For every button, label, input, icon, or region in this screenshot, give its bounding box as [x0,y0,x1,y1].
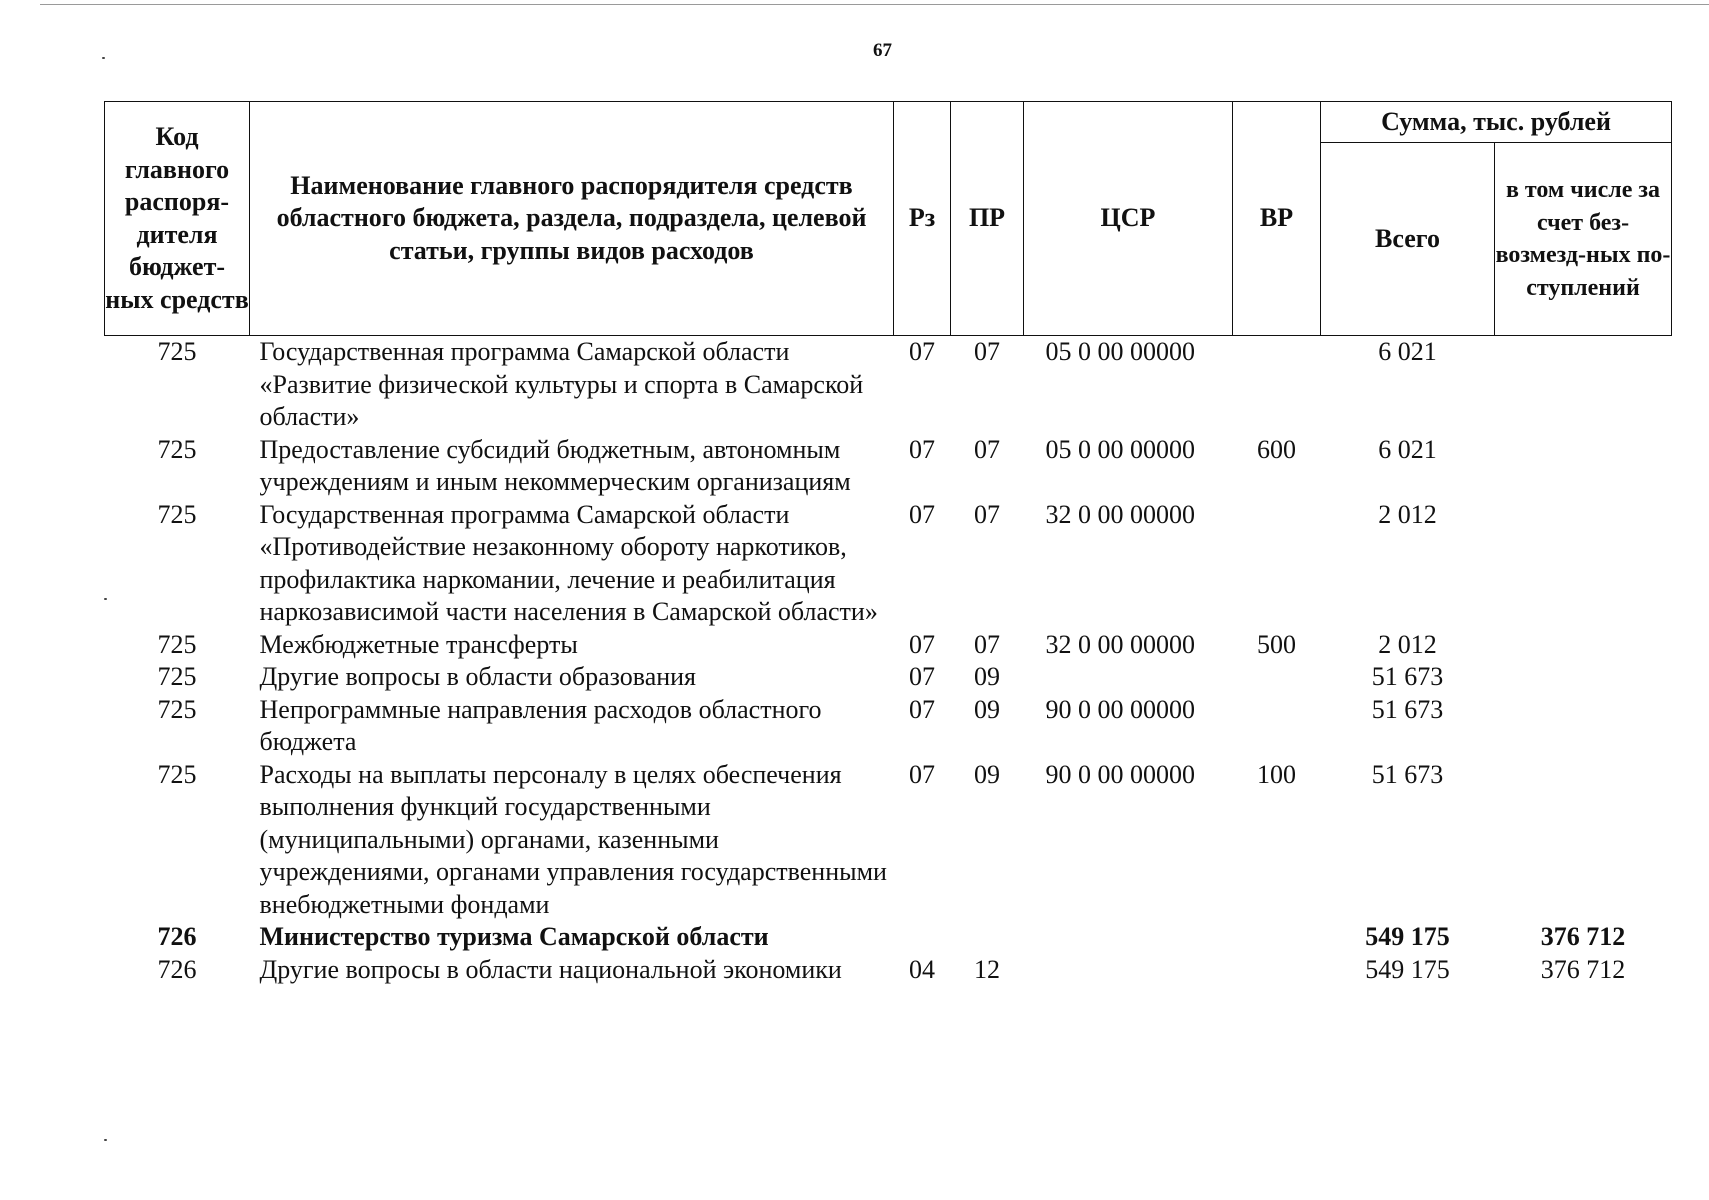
header-total: Всего [1321,143,1495,336]
cell-rz: 07 [909,434,935,464]
cell-vr [1233,336,1321,434]
cell-csr: 90 0 00 00000 [1045,694,1195,724]
cell-code: 725 [157,629,197,659]
cell-pr: 07 [974,337,1000,366]
table-header-row [105,102,1672,143]
cell-vr [1233,499,1321,629]
cell-name: Межбюджетные трансферты [259,629,578,659]
table-row [105,434,1672,499]
cell-rz: 07 [909,694,935,724]
cell-rz: 07 [909,629,935,659]
cell-gratis: 376 712 [1540,954,1626,984]
cell-total: 2 012 [1378,629,1437,659]
cell-name: Другие вопросы в области образования [259,662,697,691]
table-row [105,921,1672,954]
header-gratis: в том числе за счет без-возмезд-ных по-ступлений [1495,143,1672,336]
cell-gratis: 376 712 [1540,922,1626,951]
cell-gratis [1495,336,1672,434]
cell-gratis [1495,759,1672,922]
cell-name: Другие вопросы в области национальной экономики [259,954,842,984]
cell-rz: 04 [909,954,935,984]
cell-csr: 32 0 00 00000 [1045,499,1195,529]
cell-pr: 07 [974,434,1000,464]
header-sum-group: Сумма, тыс. рублей [1321,102,1672,143]
cell-vr: 100 [1257,759,1296,789]
cell-pr: 12 [974,954,1000,984]
cell-vr [1233,694,1321,759]
table-row [105,954,1672,987]
table-row [105,759,1672,922]
cell-gratis [1495,434,1672,499]
cell-vr [1233,954,1321,987]
cell-pr: 09 [974,662,1000,691]
cell-total: 6 021 [1378,434,1437,464]
cell-total: 51 673 [1371,662,1444,691]
header-rz: Рз [894,102,951,336]
cell-code: 725 [157,759,197,789]
cell-csr [1024,661,1233,694]
cell-csr: 32 0 00 00000 [1045,629,1195,659]
cell-code: 725 [157,662,197,691]
cell-code: 726 [157,922,197,951]
cell-vr: 500 [1257,629,1296,659]
cell-pr [951,921,1024,954]
table-row [105,661,1672,694]
cell-csr [1024,954,1233,987]
cell-rz: 07 [909,662,935,691]
cell-csr [1024,921,1233,954]
cell-name: Министерство туризма Самарской области [259,922,769,951]
header-name: Наименование главного распорядителя средств областного бюджета, раздела, подраздела, целевой статьи, группы видов расходов [250,102,894,336]
table-row [105,694,1672,759]
cell-code: 725 [157,694,197,724]
cell-total: 2 012 [1378,499,1437,529]
cell-pr: 09 [974,759,1000,789]
cell-name: Предоставление субсидий бюджетным, автономным учреждениям и иным некоммерческим организациям [259,434,851,496]
cell-pr: 07 [974,629,1000,659]
cell-name: Государственная программа Самарской области «Развитие физической культуры и спорта в Самарской области» [259,337,864,431]
cell-rz: 07 [909,759,935,789]
cell-total: 549 175 [1365,954,1450,984]
cell-code: 725 [157,499,197,529]
cell-gratis [1495,629,1672,662]
cell-code: 725 [157,337,197,366]
cell-rz: 07 [909,337,935,366]
cell-gratis [1495,661,1672,694]
cell-vr [1233,661,1321,694]
cell-code: 725 [157,434,197,464]
scan-speck [104,1139,107,1141]
cell-total: 51 673 [1371,694,1444,724]
budget-table [104,101,1672,986]
table-row [105,336,1672,434]
cell-rz: 07 [909,499,935,529]
cell-csr: 05 0 00 00000 [1045,337,1195,366]
cell-total: 549 175 [1365,922,1450,951]
cell-total: 6 021 [1378,337,1437,366]
cell-csr: 05 0 00 00000 [1045,434,1195,464]
cell-total: 51 673 [1371,759,1444,789]
cell-vr [1233,921,1321,954]
table-body [105,336,1672,987]
header-vr: ВР [1233,102,1321,336]
header-csr: ЦСР [1024,102,1233,336]
cell-pr: 07 [974,499,1000,529]
cell-pr: 09 [974,694,1000,724]
header-code: Код главного распоря-дителя бюджет-ных средств [105,102,250,336]
page-number: 67 [873,40,892,61]
cell-name: Расходы на выплаты персоналу в целях обеспечения выполнения функций государственными (муниципальными) органами, казенными учреждениями, органами управления государственными внебюджетными фондами [259,759,887,919]
cell-code: 726 [157,954,197,984]
cell-vr: 600 [1257,434,1296,464]
table-row [105,499,1672,629]
header-pr: ПР [951,102,1024,336]
cell-csr: 90 0 00 00000 [1045,759,1195,789]
cell-name: Непрограммные направления расходов областного бюджета [259,694,822,756]
scan-edge-line [40,4,1709,5]
cell-name: Государственная программа Самарской области «Противодействие незаконному обороту наркотиков, профилактика наркомании, лечение и реабилитация наркозависимой части населения в Самарской области» [259,499,878,626]
cell-gratis [1495,694,1672,759]
table-row [105,629,1672,662]
cell-rz [894,921,951,954]
cell-gratis [1495,499,1672,629]
